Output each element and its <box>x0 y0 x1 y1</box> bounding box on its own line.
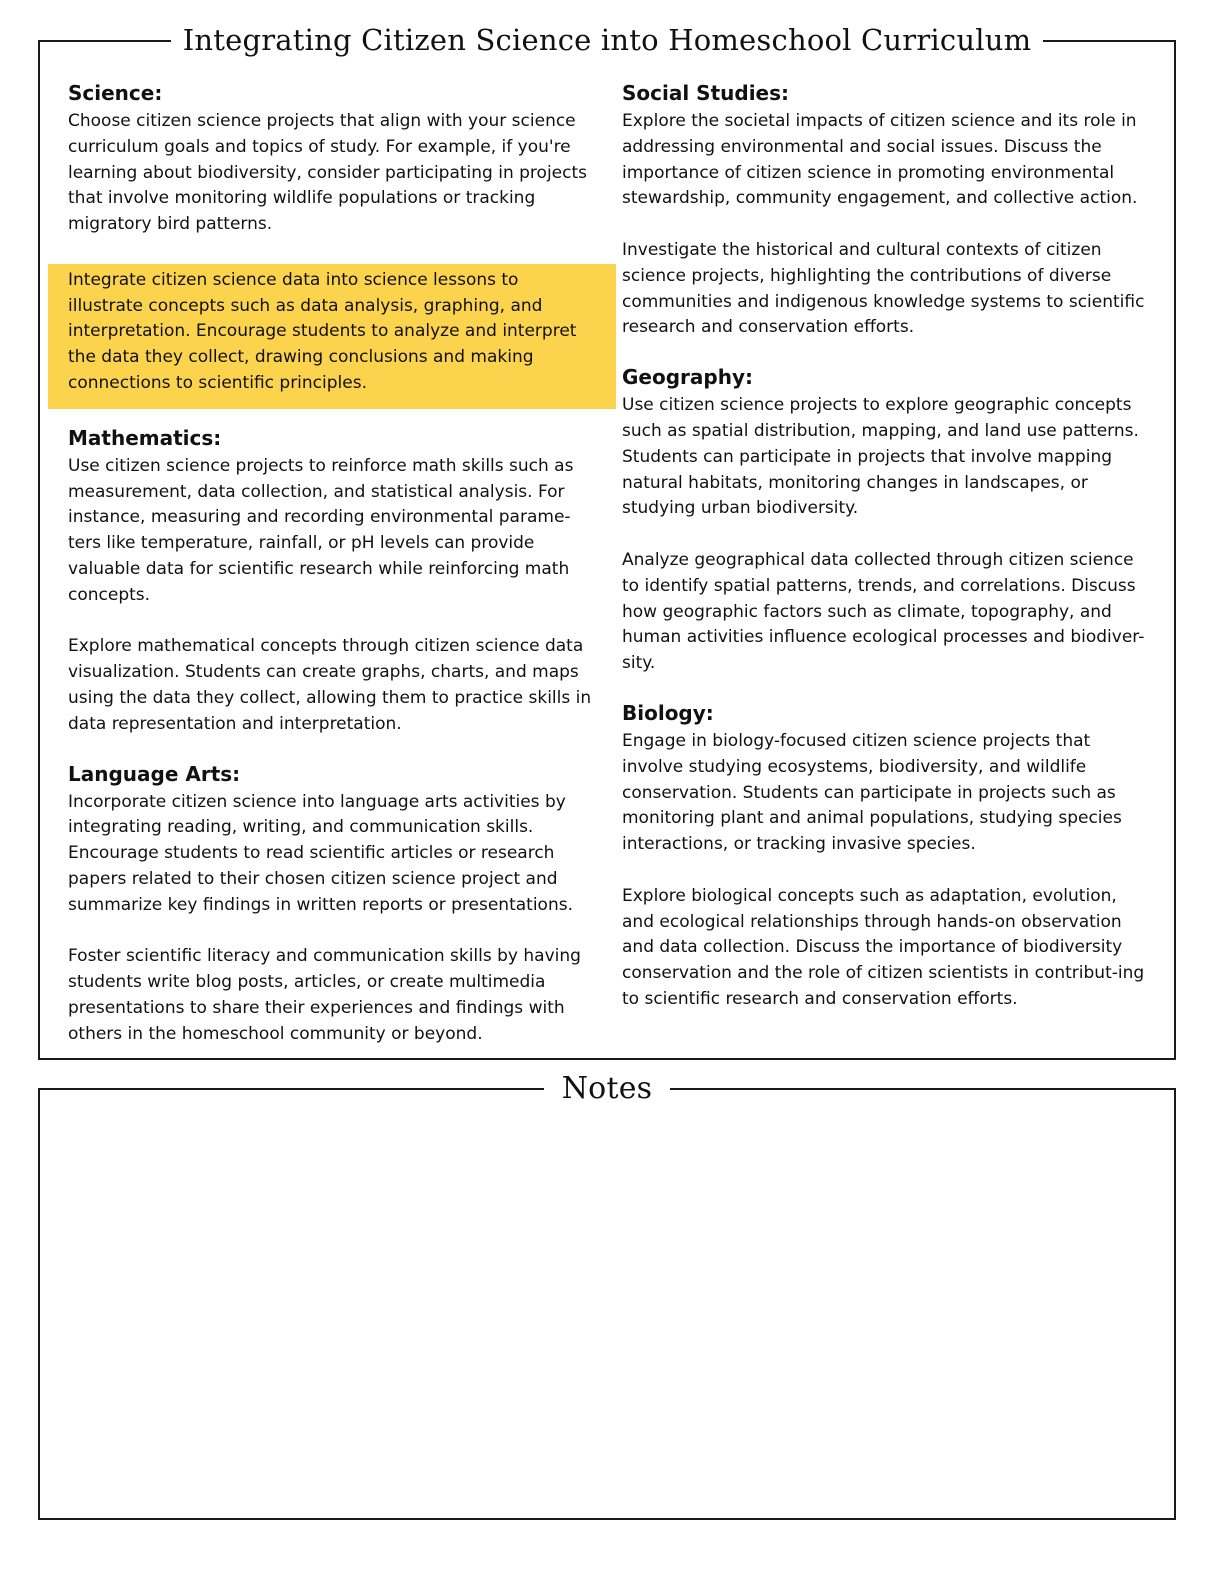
geography-section <box>622 362 1150 677</box>
right-column <box>622 78 1150 1039</box>
social-studies-paragraph-1: Explore the societal impacts of citizen science and its role in addressing environmental and social issues. Discuss the importance of citizen science in promoting environmental stewardship, community engagement, and collective action. <box>622 111 1138 209</box>
science-section <box>68 78 596 409</box>
geography-heading: Geography: <box>622 365 753 390</box>
notes-title-bar <box>40 1069 1174 1113</box>
notes-title: Notes <box>544 1071 671 1106</box>
social-studies-heading: Social Studies: <box>622 81 790 105</box>
science-paragraph-1: Choose citizen science projects that align with your science curriculum goals and topics of study. For example, if you're learning about biodiversity, consider participating in projects that involve monitoring wildlife populations or tracking migratory bird patterns. <box>68 111 587 235</box>
science-heading: Science: <box>68 81 163 105</box>
biology-paragraph-2: Explore biological concepts such as adaptation, evolution, and ecological relationships through hands-on observation and data collection. Discuss the importance of biodiversity conservation and the role of citizen scientists in contribut-ing to scientific research and conservation efforts. <box>622 885 1145 1009</box>
language-arts-section <box>68 759 596 1048</box>
language-arts-paragraph-2: Foster scientific literacy and communication skills by having students write blog posts, articles, or create multimedia presentations to share their experiences and findings with others in the homeschool community or beyond. <box>68 946 581 1044</box>
biology-heading: Biology: <box>622 700 714 725</box>
language-arts-heading: Language Arts: <box>68 761 241 786</box>
mathematics-section <box>68 423 596 738</box>
biology-section <box>622 698 1150 1013</box>
social-studies-paragraph-2: Investigate the historical and cultural contexts of citizen science projects, highlighting the contributions of diverse communities and indigenous knowledge systems to scientific research and conservation efforts. <box>622 239 1145 338</box>
page-title: Integrating Citizen Science into Homeschool Curriculum <box>171 23 1044 57</box>
mathematics-heading: Mathematics: <box>68 425 222 450</box>
social-studies-section <box>622 78 1150 341</box>
geography-paragraph-2: Analyze geographical data collected through citizen science to identify spatial patterns, trends, and correlations. Discuss how geographic factors such as climate, topography, and human activities influence ecological processes and biodiver-sity. <box>622 549 1145 674</box>
mathematics-paragraph-1: Use citizen science projects to reinforce math skills such as measurement, data collection, and statistical analysis. For instance, measuring and recording environmental parame-ters like temperature, rainfall, or pH levels can provide valuable data for scientific research while reinforcing math concepts. <box>68 455 574 605</box>
mathematics-paragraph-2: Explore mathematical concepts through citizen science data visualization. Students can create graphs, charts, and maps using the data they collect, allowing them to practice skills in data representation and interpretation. <box>68 636 592 734</box>
science-highlight-text: Integrate citizen science data into science lessons to illustrate concepts such as data analysis, graphing, and interpretation. Encourage students to analyze and interpret the data they collect, drawing conclusions and making connections to scientific principles. <box>68 269 577 393</box>
page-title-bar <box>40 20 1174 65</box>
science-highlight-box <box>48 264 616 409</box>
biology-paragraph-1: Engage in biology-focused citizen science projects that involve studying ecosystems, biodiversity, and wildlife conservation. Students can participate in projects such as monitoring plant and animal populations, studying species interactions, or tracking invasive species. <box>622 730 1122 855</box>
left-column <box>68 78 596 1073</box>
notes-box[interactable] <box>38 1071 1176 1520</box>
geography-paragraph-1: Use citizen science projects to explore geographic concepts such as spatial distribution, mapping, and land use patterns. Students can participate in projects that involve mapping natural habitats, monitoring changes in landscapes, or studying urban biodiversity. <box>622 395 1139 519</box>
language-arts-paragraph-1: Incorporate citizen science into language arts activities by integrating reading, writing, and communication skills. Encourage students to read scientific articles or research papers related to their chosen citizen science project and summarize key findings in written reports or presentations. <box>68 791 573 915</box>
